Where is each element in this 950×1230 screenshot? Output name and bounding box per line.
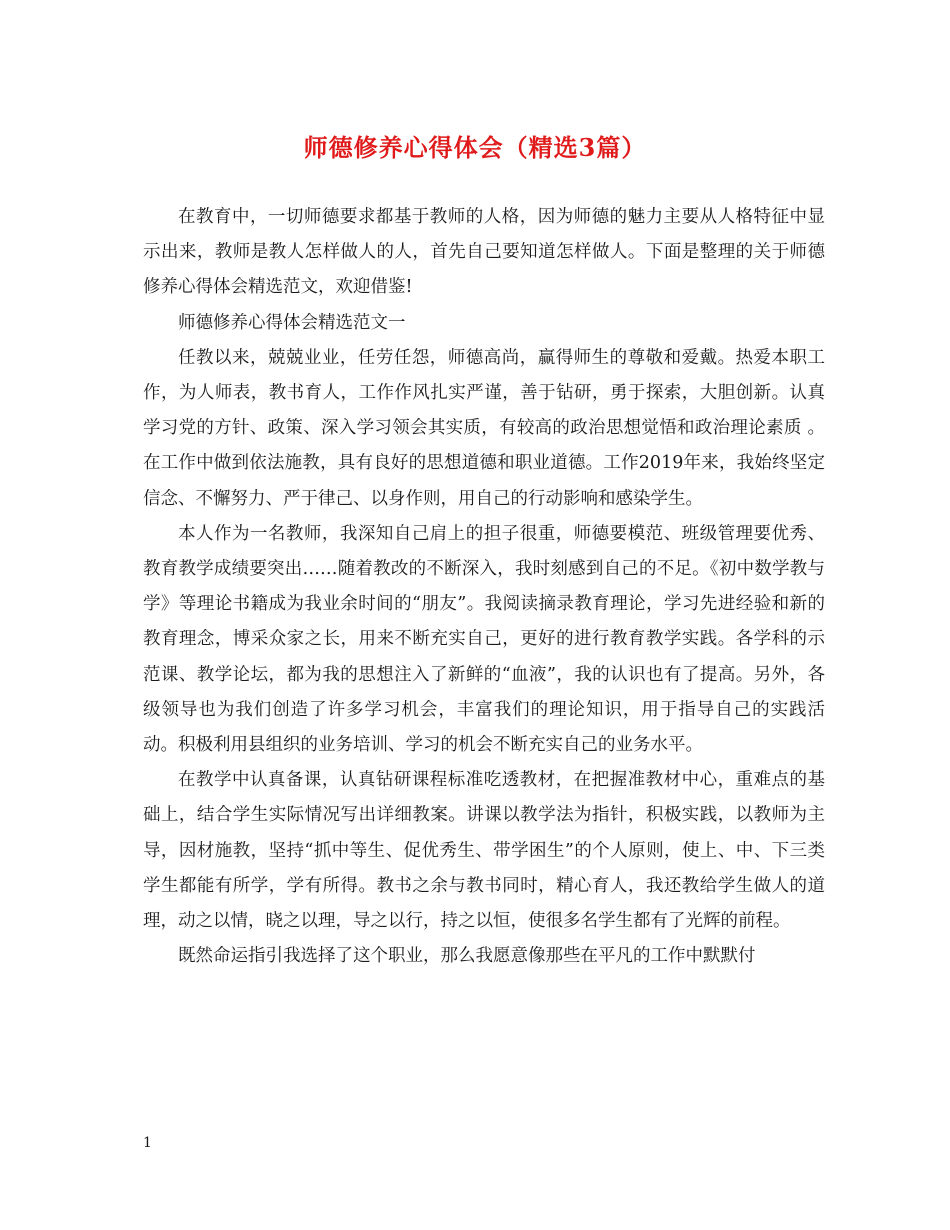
document-body — [143, 200, 825, 974]
document-title: 师德修养心得体会（精选3篇） — [303, 133, 647, 162]
section-heading: 师德修养心得体会精选范文一 — [178, 312, 406, 333]
intro-paragraph: 在教育中，一切师德要求都基于教师的人格，因为师德的魅力主要从人格特征中显示出来，教师是教人怎样做人的人，首先自己要知道怎样做人。下面是整理的关于师德修养心得体会精选范文，欢迎借鉴! — [143, 207, 825, 298]
body-paragraph: 任教以来，兢兢业业，任劳任怨，师德高尚，赢得师生的尊敬和爱戴。热爱本职工作，为人师表，教书育人，工作作风扎实严谨，善于钻研，勇于探索，大胆创新。认真学习党的方针、政策、深入学习领会其实质，有较高的政治思想觉悟和政治理论素质 。在工作中做到依法施教，具有良好的思想道德和职业道德。工作2019年来，我始终坚定信念、不懈努力、严于律己、以身作则，用自己的行动影响和感染学生。 — [143, 347, 825, 509]
page-number: 1 — [143, 1135, 152, 1151]
body-paragraph: 既然命运指引我选择了这个职业，那么我愿意像那些在平凡的工作中默默付 — [178, 946, 756, 967]
body-paragraph: 本人作为一名教师，我深知自己肩上的担子很重，师德要模范、班级管理要优秀、教育教学成绩要突出……随着教改的不断深入，我时刻感到自己的不足。《初中数学教与学》等理论书籍成为我业余时间的“朋友”。我阅读摘录教育理论，学习先进经验和新的教育理念，博采众家之长，用来不断充实自己，更好的进行教育教学实践。各学科的示范课、教学论坛，都为我的思想注入了新鲜的“血液”，我的认识也有了提高。另外，各级领导也为我们创造了许多学习机会，丰富我们的理论知识，用于指导自己的实践活动。积极利用县组织的业务培训、学习的机会不断充实自己的业务水平。 — [143, 523, 825, 756]
body-paragraph: 在教学中认真备课，认真钻研课程标准吃透教材，在把握准教材中心，重难点的基础上，结合学生实际情况写出详细教案。讲课以教学法为指针，积极实践，以教师为主导，因材施教，坚持“抓中等生、促优秀生、带学困生”的个人原则，使上、中、下三类学生都能有所学，学有所得。教书之余与教书同时，精心育人，我还教给学生做人的道理，动之以情，晓之以理，导之以行，持之以恒，使很多名学生都有了光辉的前程。 — [143, 770, 825, 932]
